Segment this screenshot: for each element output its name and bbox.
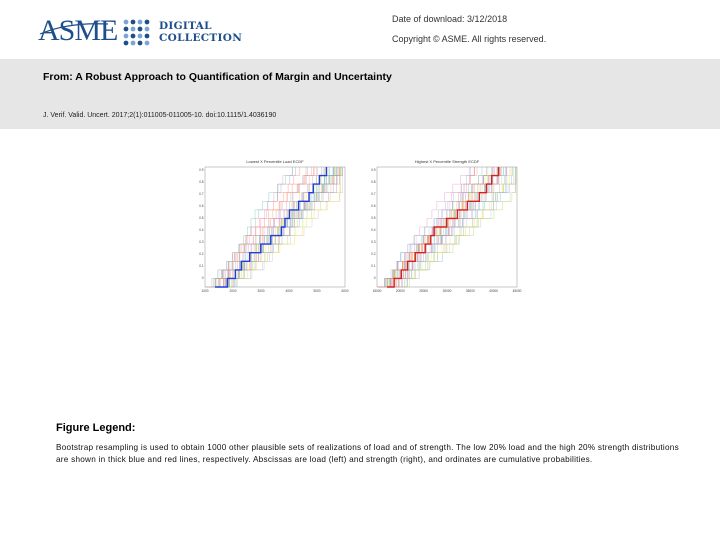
y-tick-label: 0.4	[199, 228, 204, 232]
y-tick-label: 0.7	[371, 192, 376, 196]
asme-logo[interactable]	[38, 12, 248, 52]
y-tick-label: 0.4	[371, 228, 376, 232]
x-tick-label: 25000	[419, 289, 429, 293]
y-tick-label: 0.1	[371, 264, 376, 268]
x-tick-label: 2000	[229, 289, 237, 293]
left-ecdf-panel	[195, 155, 355, 300]
article-title: From: A Robust Approach to Quantification of Margin and Uncertainty	[43, 71, 392, 83]
x-tick-label: 1000	[201, 289, 209, 293]
x-tick-label: 3000	[257, 289, 265, 293]
article-citation: J. Verif. Valid. Uncert. 2017;2(1):011005-011005-10. doi:10.1115/1.4036190	[43, 112, 277, 119]
y-tick-label: 0.2	[199, 252, 204, 256]
y-tick-label: 0.5	[199, 216, 204, 220]
y-tick-label: 0.6	[199, 204, 204, 208]
x-tick-label: 40000	[489, 289, 499, 293]
x-tick-label: 35000	[465, 289, 475, 293]
y-tick-label: 0.2	[371, 252, 376, 256]
x-tick-label: 20000	[395, 289, 405, 293]
x-tick-label: 45000	[512, 289, 522, 293]
x-tick-label: 5000	[313, 289, 321, 293]
digital-collection-wordmark	[159, 20, 242, 44]
copyright-notice: Copyright © ASME. All rights reserved.	[392, 34, 547, 44]
right-panel-title: Highest X Percentile Strength ECDF	[414, 159, 480, 164]
download-date: Date of download: 3/12/2018	[392, 14, 508, 24]
figure-image	[195, 155, 527, 300]
figure-legend-heading: Figure Legend:	[56, 422, 136, 434]
y-tick-label: 0.3	[199, 240, 204, 244]
y-tick-label: 0.8	[199, 180, 204, 184]
y-tick-label: 0	[373, 276, 376, 280]
x-tick-label: 30000	[442, 289, 452, 293]
y-tick-label: 0.1	[199, 264, 204, 268]
y-tick-label: 0.5	[371, 216, 376, 220]
y-tick-label: 0.7	[199, 192, 204, 196]
collection-line-1: DIGITAL	[159, 20, 212, 32]
right-ecdf-panel	[367, 155, 527, 300]
y-tick-label: 0.6	[371, 204, 376, 208]
figure-legend-text: Bootstrap resampling is used to obtain 1000 other plausible sets of realizations of load and of strength. The low 20% load and the high 20% strength distributions are shown in thick blue and red lines, respectively. Abscissas are load (left) and strength (right), and ordinates are cumulative probabilities.	[56, 443, 679, 464]
left-panel-title: Lowest X Percentile Load ECDF	[246, 159, 304, 164]
x-tick-label: 15000	[372, 289, 382, 293]
x-tick-label: 6000	[341, 289, 349, 293]
y-tick-label: 0.9	[199, 168, 204, 172]
asme-wordmark: ASME	[38, 14, 118, 47]
digital-collection-dots-icon	[122, 18, 156, 52]
x-tick-label: 4000	[285, 289, 293, 293]
y-tick-label: 0.8	[371, 180, 376, 184]
y-tick-label: 0	[201, 276, 204, 280]
y-tick-label: 0.3	[371, 240, 376, 244]
y-tick-label: 0.9	[371, 168, 376, 172]
collection-line-2: COLLECTION	[159, 32, 243, 44]
